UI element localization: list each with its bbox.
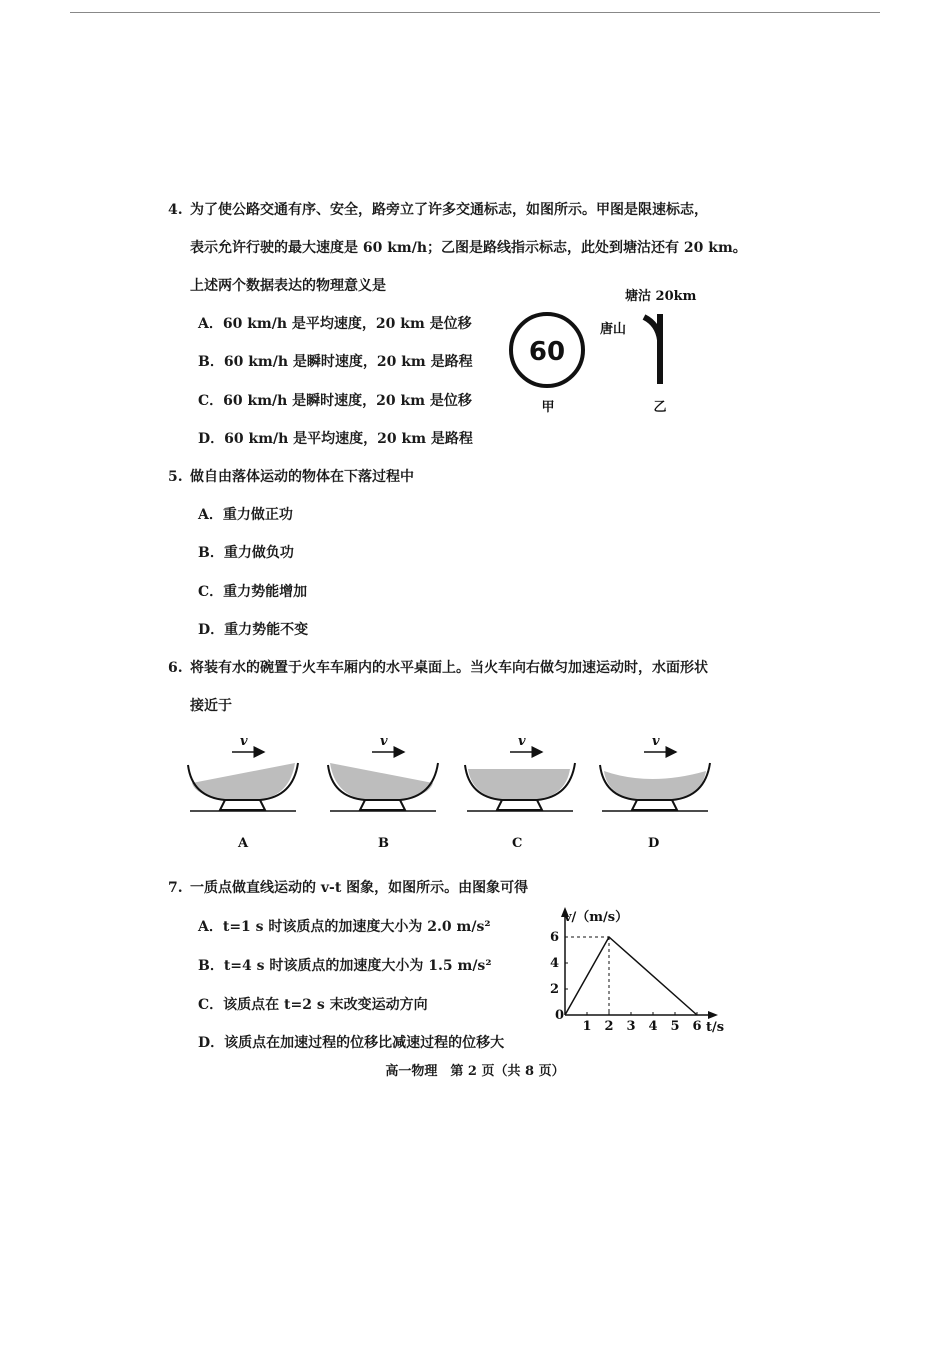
bowl-c (465, 734, 575, 851)
bowl-b-velocity-label: v (380, 734, 388, 749)
q4-stem-line3: 上述两个数据表达的物理意义是 (190, 278, 386, 294)
bowl-d-label: D (648, 836, 660, 851)
y-tick-label: 2 (549, 982, 559, 997)
q5-option-c: C．重力势能增加 (198, 584, 308, 600)
q5-stem: 做自由落体运动的物体在下落过程中 (190, 469, 414, 485)
bowl-c-label: C (512, 836, 523, 851)
q4-option-c: C．60 km/h 是瞬时速度，20 km 是位移 (198, 393, 472, 409)
route-from-label: 唐山 (600, 322, 627, 337)
q4-option-b: B．60 km/h 是瞬时速度，20 km 是路程 (198, 354, 473, 370)
x-tick-label: 3 (626, 1019, 636, 1034)
q7-number: 7. (168, 880, 183, 896)
bowl-c-velocity-label: v (518, 734, 526, 749)
q5-option-d: D．重力势能不变 (198, 622, 309, 638)
vt-series-line (565, 937, 697, 1015)
bowl-d-velocity-label: v (652, 734, 660, 749)
y-axis-label: v/（m/s） (564, 910, 629, 925)
q4-option-a: A．60 km/h 是平均速度，20 km 是位移 (198, 316, 472, 332)
route-sign-figure (598, 284, 708, 420)
q5-option-b: B．重力做负功 (198, 545, 294, 561)
q4-stem-line2: 表示允许行驶的最大速度是 60 km/h；乙图是路线指示标志，此处到塘沽还有 20 km。 (190, 240, 747, 256)
q5-number: 5. (168, 469, 183, 485)
x-tick-label: 5 (670, 1019, 680, 1034)
speed-limit-value: 60 (528, 337, 566, 367)
q7-stem: 一质点做直线运动的 v-t 图象，如图所示。由图象可得 (190, 880, 529, 896)
bowl-b-label: B (378, 836, 389, 851)
q4-number: 4. (168, 202, 183, 218)
x-axis-label: t/s (706, 1020, 725, 1035)
q6-stem-line1: 将装有水的碗置于火车车厢内的水平桌面上。当火车向右做匀加速运动时，水面形状 (190, 660, 708, 676)
q6-stem-line2: 接近于 (190, 698, 232, 714)
origin-label: 0 (555, 1008, 565, 1023)
x-axis-arrow (708, 1011, 718, 1019)
bowl-d (600, 734, 710, 851)
y-tick-label: 4 (549, 956, 559, 971)
sign-jia-label: 甲 (541, 400, 555, 415)
q7-option-d: D．该质点在加速过程的位移比减速过程的位移大 (198, 1035, 505, 1051)
x-tick-label: 1 (582, 1019, 592, 1034)
q7-option-a: A．t=1 s 时该质点的加速度大小为 2.0 m/s² (198, 919, 491, 935)
q4-option-d: D．60 km/h 是平均速度，20 km 是路程 (198, 431, 473, 447)
speed-limit-sign-figure (500, 310, 600, 415)
q7-option-c: C．该质点在 t=2 s 末改变运动方向 (198, 997, 428, 1013)
q4-stem-line1: 为了使公路交通有序、安全，路旁立了许多交通标志，如图所示。甲图是限速标志， (190, 202, 708, 218)
bowl-a (188, 734, 298, 851)
route-destination-label: 塘沽 20km (625, 289, 697, 304)
page-footer: 高一物理 第 2 页（共 8 页） (385, 1064, 565, 1079)
q5-option-a: A．重力做正功 (198, 507, 293, 523)
sign-yi-label: 乙 (653, 400, 667, 415)
bowl-a-velocity-label: v (240, 734, 248, 749)
bowl-a-label: A (238, 836, 249, 851)
q7-option-b: B．t=4 s 时该质点的加速度大小为 1.5 m/s² (198, 958, 492, 974)
y-tick-label: 6 (549, 930, 559, 945)
x-tick-label: 2 (604, 1019, 614, 1034)
top-rule (70, 12, 880, 13)
vt-chart (540, 905, 740, 1035)
bowls-figure (180, 735, 740, 855)
q6-number: 6. (168, 660, 183, 676)
x-tick-label: 4 (648, 1019, 658, 1034)
bowl-b (328, 734, 438, 851)
x-tick-label: 6 (692, 1019, 702, 1034)
